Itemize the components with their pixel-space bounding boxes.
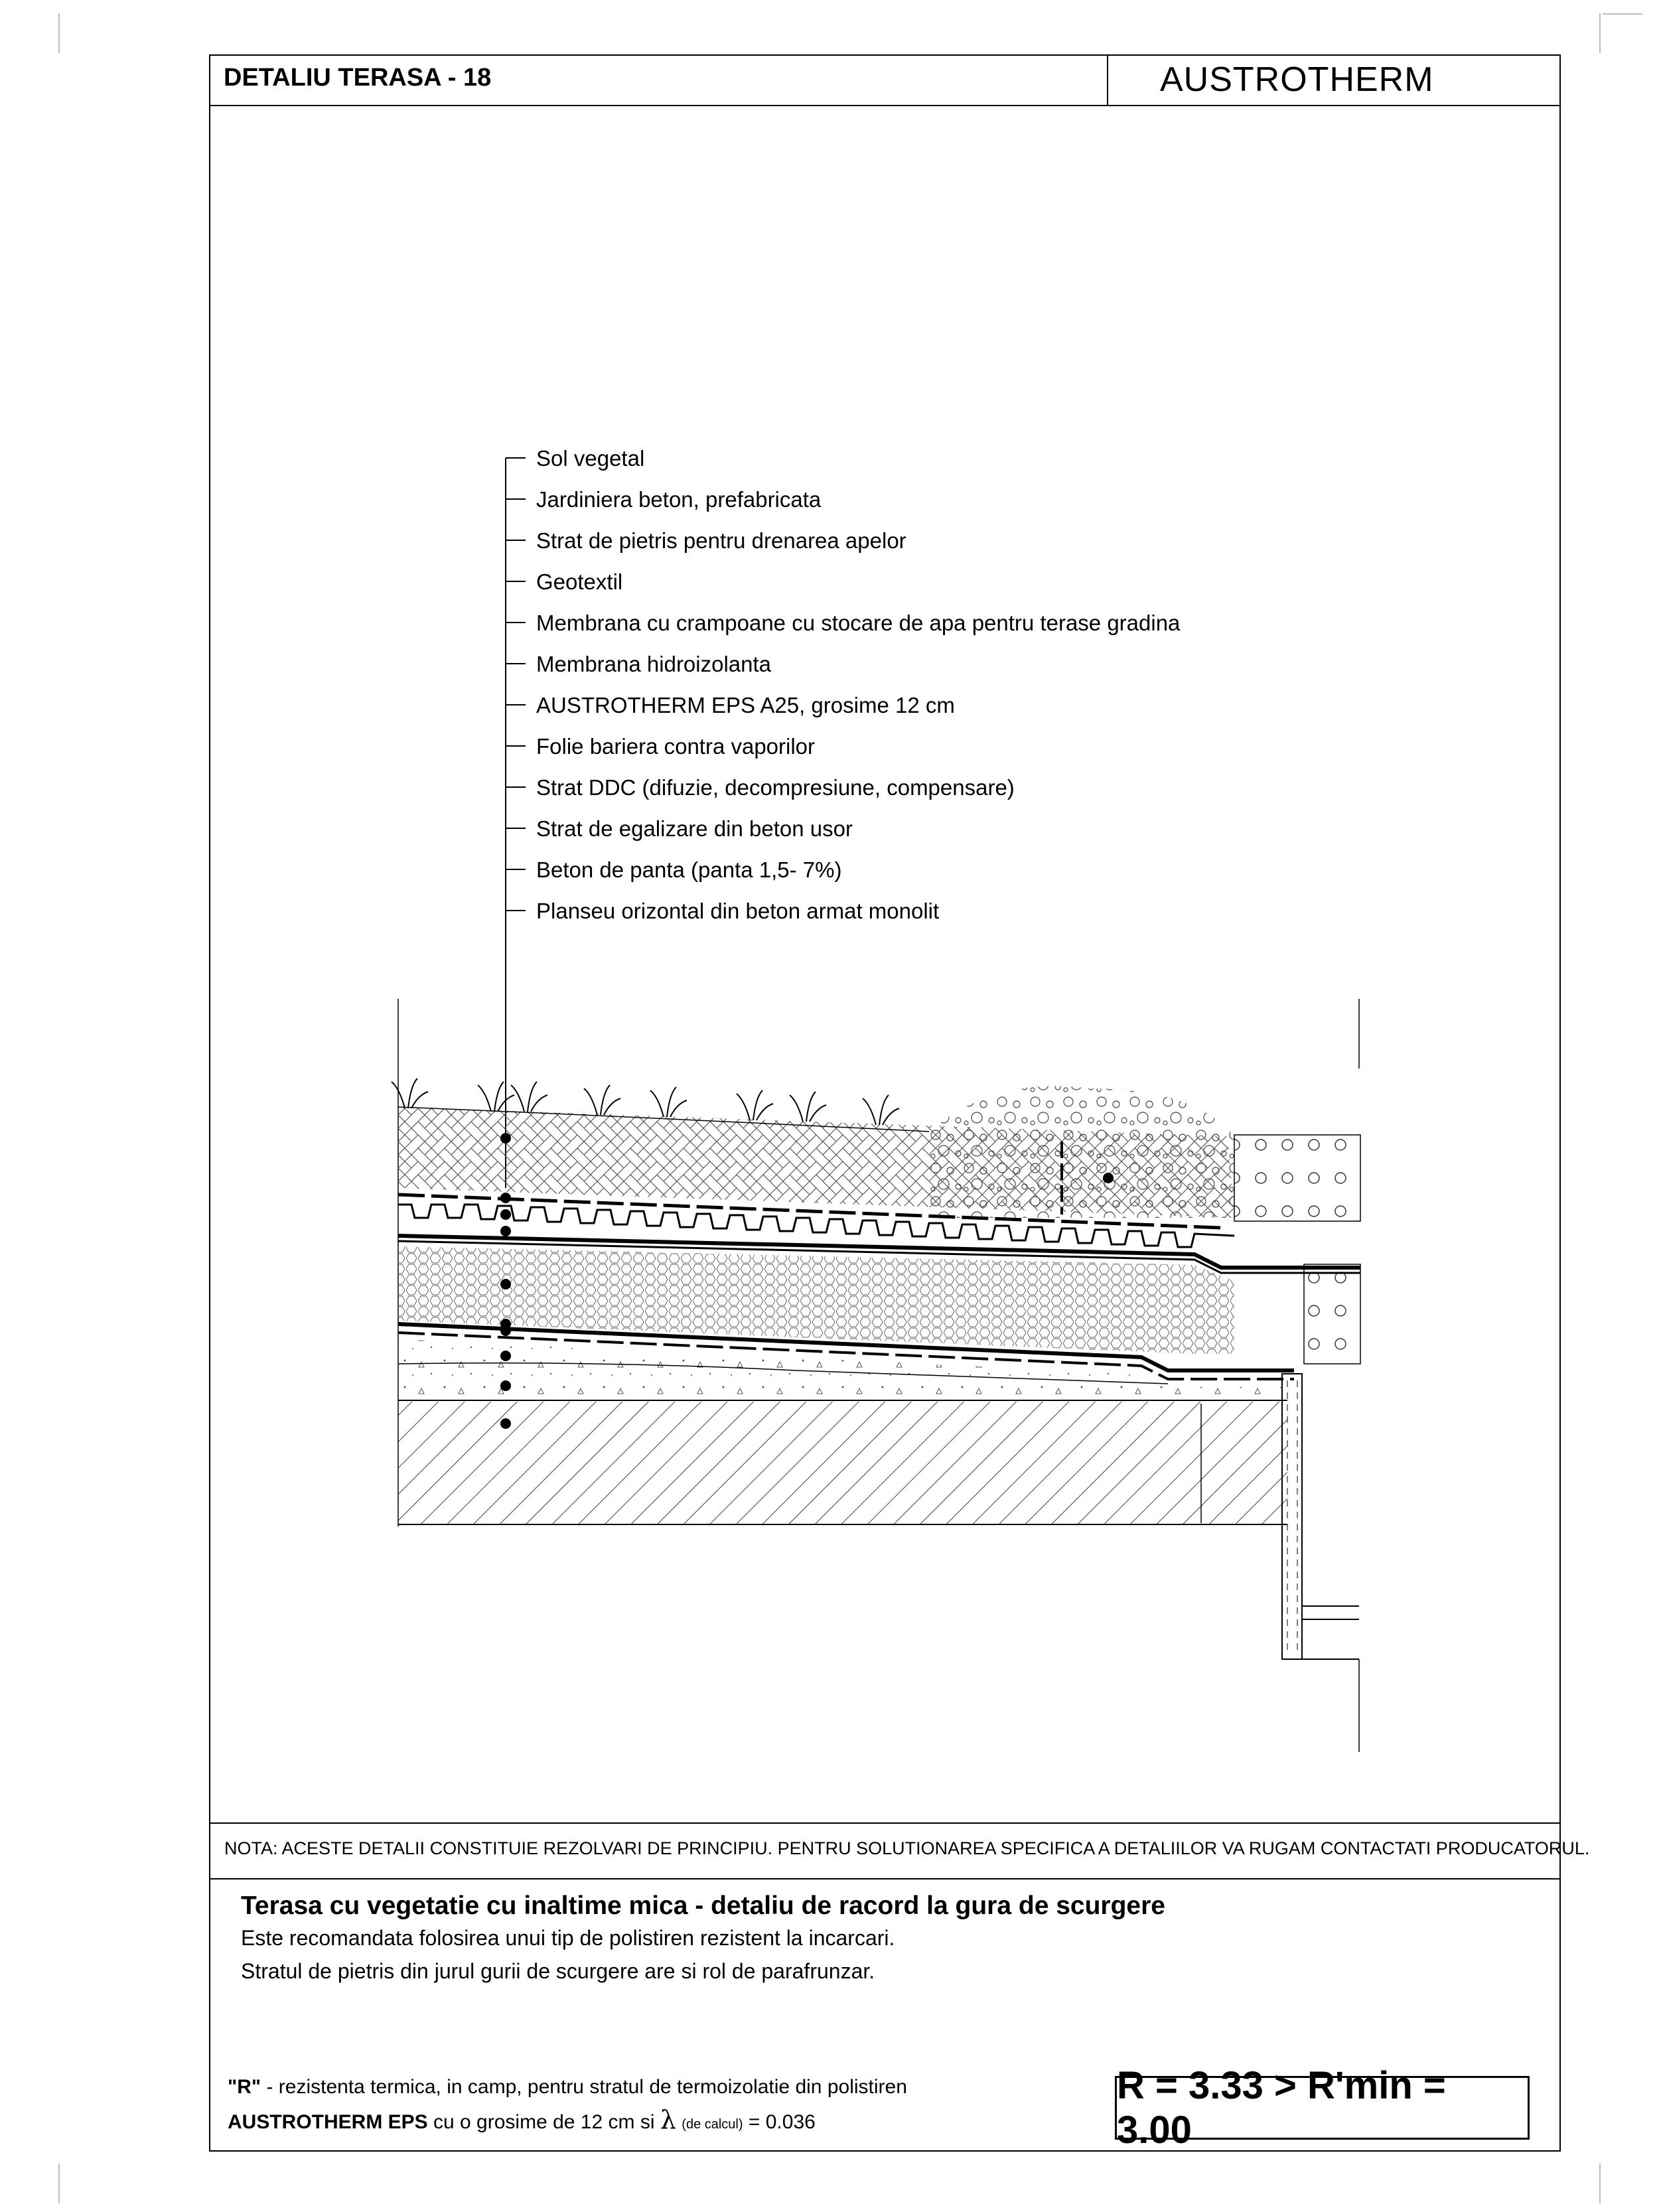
legend-item-folie-bariera: Folie bariera contra vaporilor bbox=[536, 734, 816, 759]
description-line-2: Stratul de pietris din jurul gurii de scurgere are si rol de parafrunzar. bbox=[241, 1959, 875, 1983]
legend-item-sol-vegetal: Sol vegetal bbox=[536, 446, 645, 471]
sheet-title: DETALIU TERASA - 18 bbox=[224, 64, 492, 92]
description-title: Terasa cu vegetatie cu inaltime mica - detaliu de racord la gura de scurgere bbox=[241, 1891, 1165, 1920]
legend-item-geotextil: Geotextil bbox=[536, 569, 623, 594]
r-text: - rezistenta termica, in camp, pentru stratul de termoizolatie din polistiren bbox=[261, 2076, 907, 2098]
legend-item-egalizare: Strat de egalizare din beton usor bbox=[536, 816, 853, 841]
legend-item-jardiniera: Jardiniera beton, prefabricata bbox=[536, 487, 822, 512]
resistance-result: R = 3.33 > R'min = 3.00 bbox=[1115, 2076, 1530, 2140]
lambda-value: = 0.036 bbox=[748, 2111, 816, 2133]
thickness-text: cu o grosime de 12 cm si bbox=[427, 2111, 660, 2133]
description-line-1: Este recomandata folosirea unui tip de polistiren rezistent la incarcari. bbox=[241, 1926, 895, 1950]
legend-item-beton-panta: Beton de panta (panta 1,5- 7%) bbox=[536, 857, 842, 882]
resistance-product-note bbox=[228, 2105, 816, 2134]
legend-item-membrana-crampoane: Membrana cu crampoane cu stocare de apa pentru terase gradina bbox=[536, 611, 1181, 635]
note-text: NOTA: ACESTE DETALII CONSTITUIE REZOLVARI DE PRINCIPIU. PENTRU SOLUTIONAREA SPECIFICA A DETALIILOR VA RUGAM CONTACTATI PRODUCATORUL. bbox=[224, 1838, 1590, 1858]
lambda-note: (de calcul) bbox=[682, 2117, 743, 2132]
legend-item-eps: AUSTROTHERM EPS A25, grosime 12 cm bbox=[536, 693, 955, 717]
legend-item-planseu: Planseu orizontal din beton armat monolit bbox=[536, 899, 940, 923]
resistance-note bbox=[228, 2076, 907, 2099]
r-label: "R" bbox=[228, 2076, 261, 2098]
product-name: AUSTROTHERM EPS bbox=[228, 2111, 428, 2133]
brand-name: AUSTROTHERM bbox=[1160, 60, 1434, 99]
legend-item-strat-ddc: Strat DDC (difuzie, decompresiune, compensare) bbox=[536, 775, 1015, 800]
legend-item-pietris: Strat de pietris pentru drenarea apelor bbox=[536, 528, 906, 553]
lambda-symbol: λ bbox=[660, 2105, 676, 2134]
legend-item-membrana-hidroizolanta: Membrana hidroizolanta bbox=[536, 652, 772, 676]
